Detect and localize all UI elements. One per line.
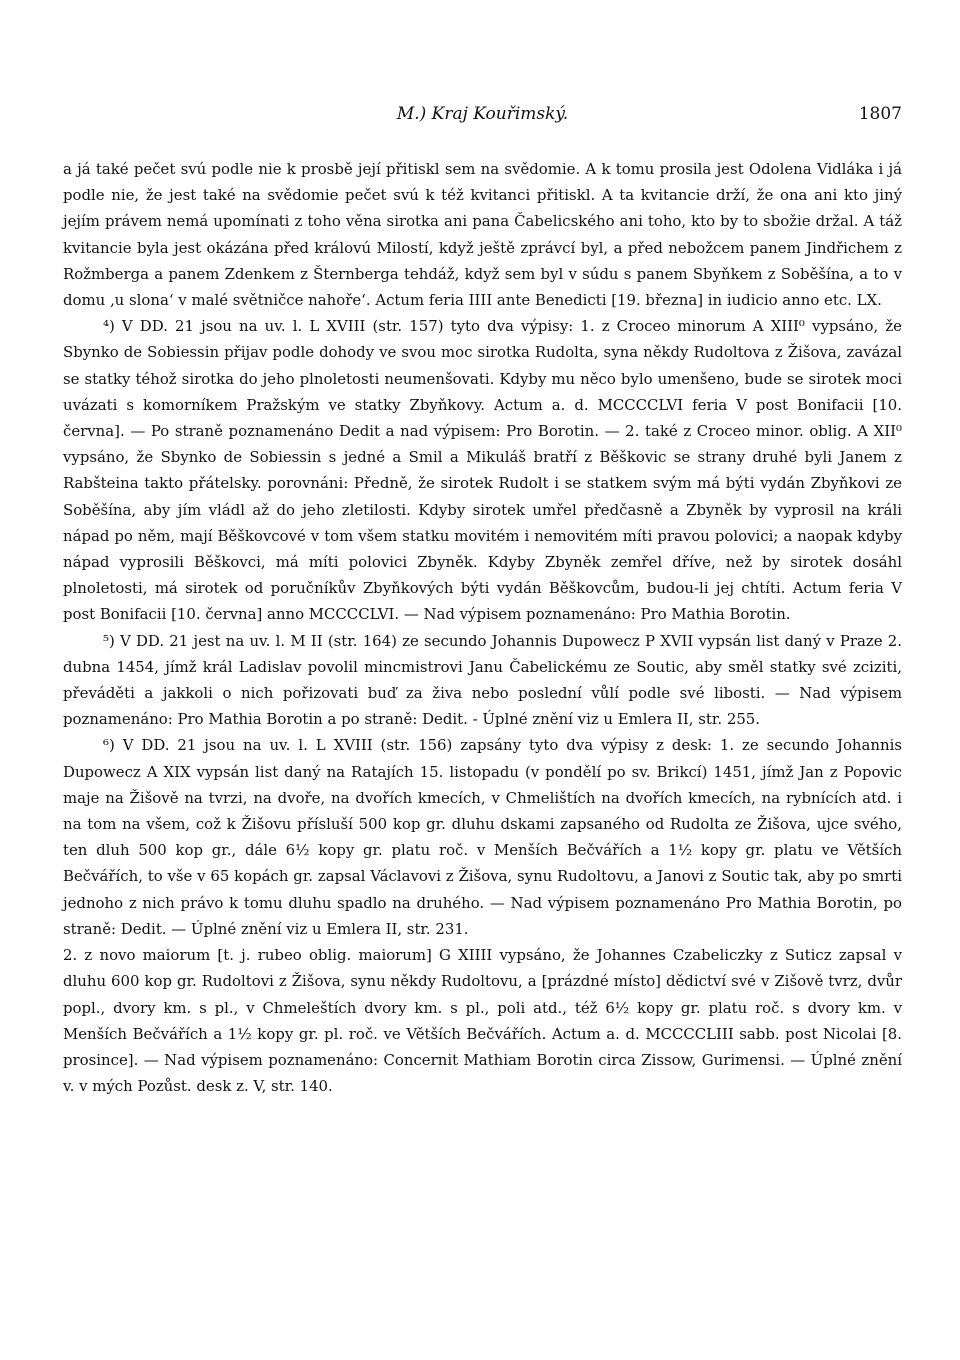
- page-header: [63, 104, 902, 132]
- paragraph-continuation: a já také pečet svú podle nie k prosbě její přitiskl sem na svědomie. A k tomu prosila jest Odolena Vidláka i já podle nie, že jest také na svědomie pečet svú k též kvitanci přitiskl. A ta kvitancie drží, že ona ani kto jiný jejím právem nemá upomínati z toho věna sirotka ani pana Čabelicského ani toho, kto by to sbožie držal. A táž kvitancie byla jest okázána před královú Milostí, když ještě zprávcí byl, a před nebožcem panem Jindřichem z Rožmberga a panem Zdenkem z Šternberga tehdáž, když sem byl v súdu s panem Sbyňkem z Soběšína, a to v domu ‚u slona‘ v malé světničce nahoře‘. Actum feria IIII ante Benedicti [19. března] in iudicio anno etc. LX.: [63, 160, 902, 310]
- body-text: [63, 156, 902, 1099]
- running-title: M.) Kraj Kouřimský.: [396, 104, 569, 124]
- page-number: 1807: [858, 104, 902, 124]
- footnote-6-item-2: 2. z novo maiorum [t. j. rubeo oblig. maiorum] G XIIII vypsáno, že Johannes Czabeliczky z Suticz zapsal v dluhu 600 kop gr. Rudoltovi z Žišova, synu někdy Rudoltovu, a [prázdné místo] dědictví své v Zišově tvrz, dvůr popl., dvory km. s pl., v Chmeleštích dvory km. s pl., poli atd., též 6½ kopy gr. platu roč. s dvory km. v Menších Bečvářích a 1½ kopy gr. pl. roč. ve Větších Bečvářích. Actum a. d. MCCCCLIII sabb. post Nicolai [8. prosince]. — Nad výpisem poznamenáno: Concernit Mathiam Borotin circa Zissow, Gurimensi. — Úplné znění v. v mých Pozůst. desk z. V, str. 140.: [63, 946, 902, 1096]
- footnote-5: ⁵) V DD. 21 jest na uv. l. M II (str. 164) ze secundo Johannis Dupowecz P XVII vypsán list daný v Praze 2. dubna 1454, jímž král Ladislav povolil mincmistrovi Janu Čabelickému ze Soutic, aby směl statky své zciziti, převáděti a jakkoli o nich pořizovati buď za živa nebo poslední vůlí podle své libosti. — Nad výpisem poznamenáno: Pro Mathia Borotin a po straně: Dedit. - Úplné znění viz u Emlera II, str. 255.: [63, 631, 902, 729]
- footnote-4: ⁴) V DD. 21 jsou na uv. l. L XVIII (str. 157) tyto dva výpisy: 1. z Croceo minorum A XIII⁰ vypsáno, že Sbynko de Sobiessin přijav podle dohody ve svou moc sirotka Rudolta, syna někdy Rudoltova z Žišova, zavázal se statky téhož sirotka do jeho plnoletosti neumenšovati. Kdyby mu něco bylo umenšeno, bude se sirotek moci uvázati s komorníkem Pražským ve statky Zbyňkovy. Actum a. d. MCCCCLVI feria V post Bonifacii [10. června]. — Po straně poznamenáno Dedit a nad výpisem: Pro Borotin. — 2. také z Croceo minor. oblig. A XII⁰ vypsáno, že Sbynko de Sobiessin s jedné a Smil a Mikuláš bratří z Běškovic se strany druhé byli Janem z Rabšteina takto přátelsky. porovnáni: Předně, že sirotek Rudolt i se statkem svým má býti vydán Zbyňkovi ze Soběšína, aby jím vládl až do jeho zletilosti. Kdyby sirotek umřel předčasně a Zbyněk by vyprosil na králi nápad po něm, mají Běškovcové v tom všem statku movitém i nemovitém míti pravou polovici; a naopak kdyby nápad vyprosili Běškovci, má míti polovici Zbyněk. Kdyby Zbyněk zemřel dříve, než by sirotek dosáhl plnoletosti, má sirotek od poručníkův Zbyňkových býti vydán Běškovcům, budou-li jej chtíti. Actum feria V post Bonifacii [10. června] anno MCCCCLVI. — Nad výpisem poznamenáno: Pro Mathia Borotin.: [63, 317, 902, 624]
- footnote-6: ⁶) V DD. 21 jsou na uv. l. L XVIII (str. 156) zapsány tyto dva výpisy z desk: 1. ze secundo Johannis Dupowecz A XIX vypsán list daný na Ratajích 15. listopadu (v pondělí po sv. Brikcí) 1451, jímž Jan z Popovic maje na Žišově na tvrzi, na dvoře, na dvořích kmecích, v Chmelištích na dvořích kmecích, na rybnících atd. i na tom na všem, což k Žišovu přísluší 500 kop gr. dluhu dskami zapsaného od Rudolta ze Žišova, ujce svého, ten dluh 500 kop gr., dále 6½ kopy gr. platu roč. v Menších Bečvářích a 1½ kopy gr. platu ve Větších Bečvářích, to vše v 65 kopách gr. zapsal Václavovi z Žišova, synu Rudoltovu, a Janovi z Soutic tak, aby po smrti jednoho z nich právo k tomu dluhu spadlo na druhého. — Nad výpisem poznamenáno Pro Mathia Borotin, po straně: Dedit. — Úplné znění viz u Emlera II, str. 231.: [63, 736, 902, 938]
